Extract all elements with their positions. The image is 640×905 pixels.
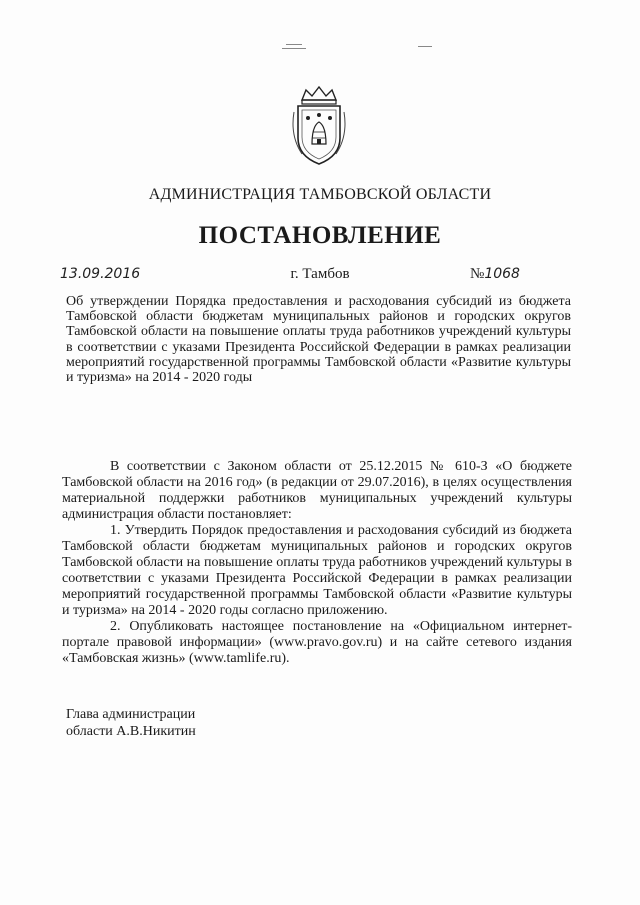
tambov-coat-of-arms-icon <box>288 86 350 168</box>
body-preamble: В соответствии с Законом области от 25.12.2015 № 610-З «О бюджете Тамбовской области на 2016 год» (в редакции от 29.07.2016), в целях осуществления материальной поддержки работников муниципальных учреждений культуры администрация области постановляет: <box>62 459 572 522</box>
scan-artifact <box>282 48 306 49</box>
body-item-2: 2. Опубликовать настоящее постановление на «Официальном интернет-портале правовой информации» (www.pravo.gov.ru) и на сайте сетевого издания «Тамбовская жизнь» (www.tamlife.ru). <box>62 619 572 666</box>
document-date: 13.09.2016 <box>60 266 141 282</box>
organization-title: АДМИНИСТРАЦИЯ ТАМБОВСКОЙ ОБЛАСТИ <box>148 186 492 203</box>
number-value: 1068 <box>484 266 520 282</box>
body-item-1: 1. Утвердить Порядок предоставления и расходования субсидий из бюджета Тамбовской области бюджетам муниципальных районов и городских округов Тамбовской области на повышение оплаты труда работников учреждений культуры в соответствии с указами Президента Российской Федерации в рамках реализации мероприятий государственной программы Тамбовской области «Развитие культуры и туризма» на 2014 - 2020 годы согласно приложению. <box>62 523 572 618</box>
document-type-title: ПОСТАНОВЛЕНИЕ <box>198 222 442 249</box>
document-city: г. Тамбов <box>290 266 350 282</box>
scan-artifact <box>286 44 302 45</box>
document-body <box>62 459 572 667</box>
signature-name: области А.В.Никитин <box>66 724 196 739</box>
signature-block <box>66 706 196 740</box>
signature-position: Глава администрации <box>66 707 196 722</box>
scan-artifact <box>418 46 432 47</box>
document-subject: Об утверждении Порядка предоставления и расходования субсидий из бюджета Тамбовской области бюджетам муниципальных районов и городских округов Тамбовской области на повышение оплаты труда работников учреждений культуры в соответствии с указами Президента Российской Федерации в рамках реализации мероприятий государственной программы Тамбовской области «Развитие культуры и туризма» на 2014 - 2020 годы <box>66 294 571 386</box>
number-sign: № <box>470 266 485 282</box>
document-number <box>470 266 520 283</box>
